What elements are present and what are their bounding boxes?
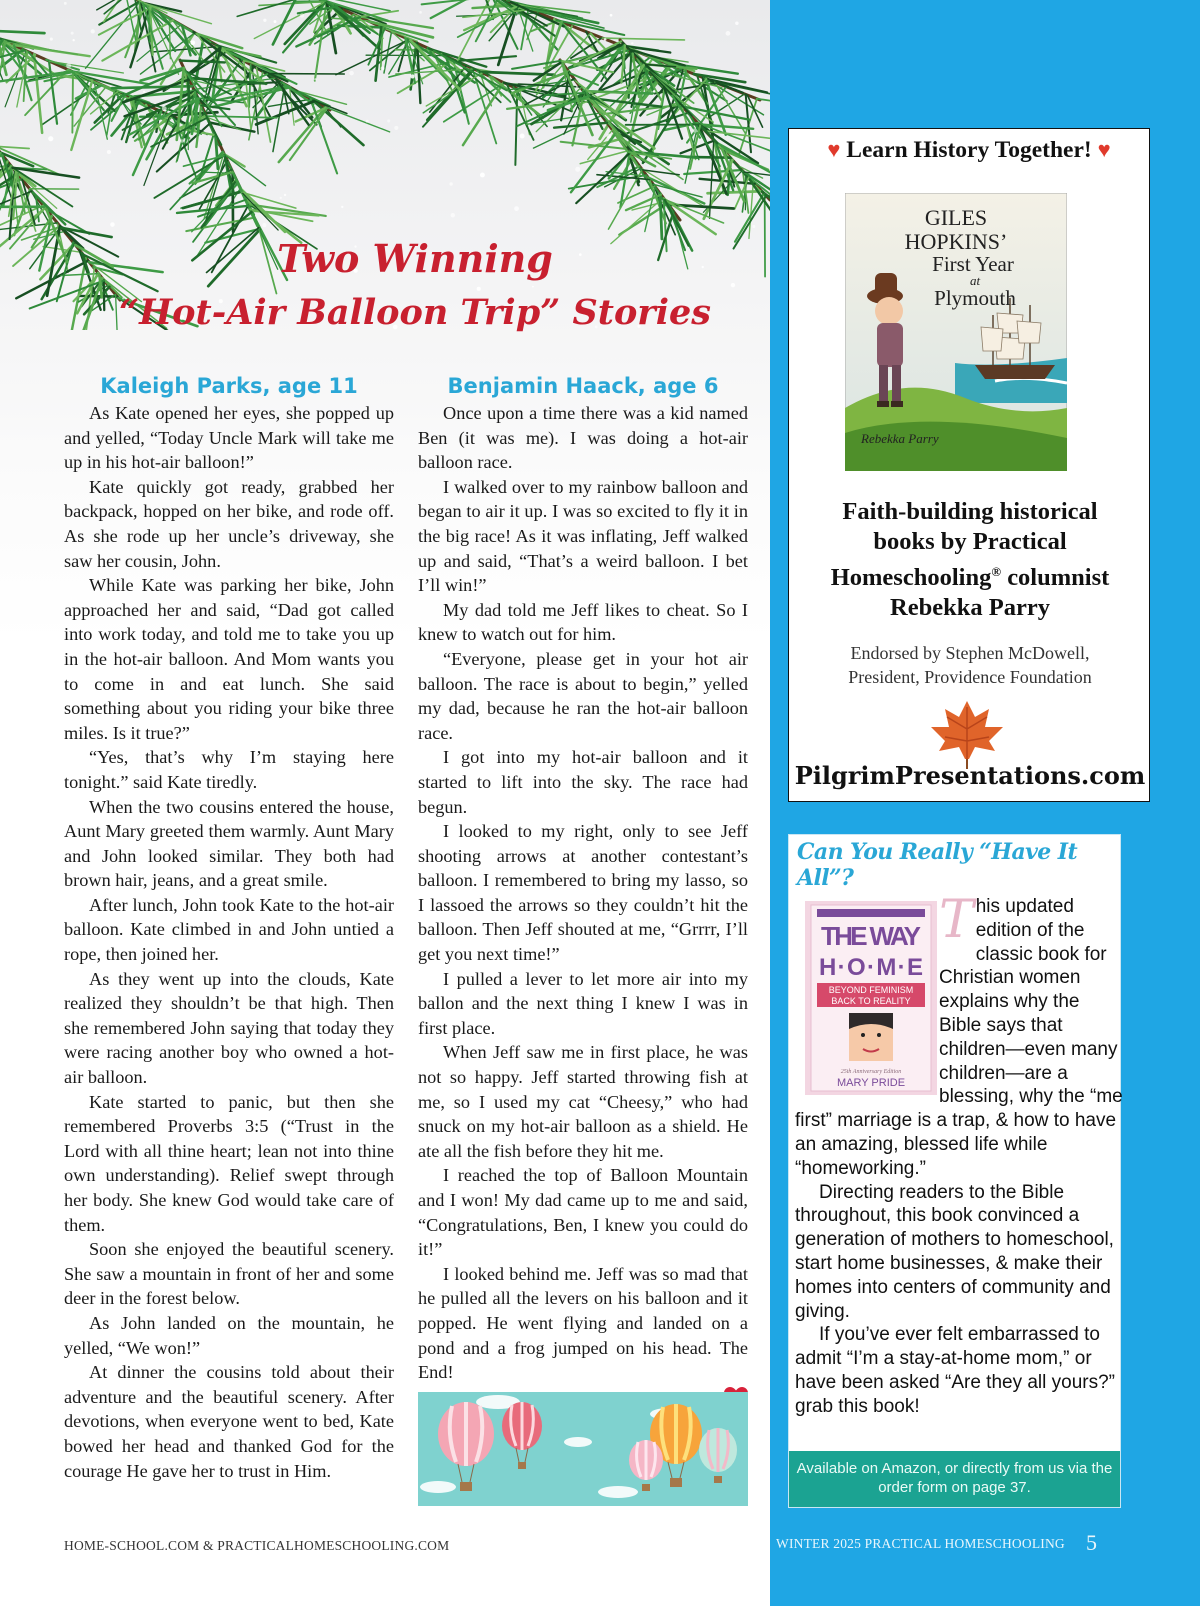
book-title-line-4: at: [969, 273, 981, 288]
book-author: MARY PRIDE: [836, 1077, 906, 1089]
story-paragraph: When the two cousins entered the house, Aunt Mary greeted them warmly. Aunt Mary and John looked similar. They both had brown hair, jeans, and a great smile.: [64, 796, 394, 891]
headline: [0, 232, 770, 340]
ad-learn-history[interactable]: [788, 128, 1150, 802]
story-paragraph: Kate started to panic, but then she remembered Proverbs 3:5 (“Trust in the Lord with all thine heart; lean not into thine own understanding). Relief swept through her body. She knew God would take care of them.: [64, 1091, 394, 1235]
book-edition: 25th Anniversary Edition: [840, 1069, 902, 1075]
story-paragraph: When Jeff saw me in first place, he was not so happy. Jeff started throwing fish at me, so I used my cat “Cheesy,” who had snuck on my hot-air balloon as a shield. He ate all the fish before they hit me.: [418, 1042, 748, 1161]
story-author: Benjamin Haack, age 6: [447, 374, 719, 398]
drop-cap: T: [939, 890, 974, 950]
story-paragraph: At dinner the cousins told about their adventure and the beautiful scenery. After devotions, when everyone went to bed, Kate bowed her head and thanked God for the courage He gave her to trust in Him.: [64, 1362, 394, 1481]
story-paragraph: While Kate was parking her bike, John approached her and said, “Dad got called into work today, and told me to take you up in the hot-air balloon. And Mom wants you to come in and eat lunch. She said something about you riding your bike three miles. Is it true?”: [64, 575, 394, 743]
story-kaleigh: [64, 371, 394, 1483]
page-number: 5: [1086, 1530, 1097, 1555]
ad-history-description: [799, 497, 1141, 623]
ad-wayhome-availability[interactable]: Available on Amazon, or directly from us via the order form on page 37.: [789, 1451, 1120, 1507]
book-title-line-2: HOPKINS’: [904, 229, 1008, 254]
story-benjamin: [418, 371, 748, 1409]
story-paragraph: I got into my hot-air balloon and it started to lift into the sky. The race had begun.: [418, 747, 748, 817]
story-paragraph: I walked over to my rainbow balloon and began to air it up. I was so excited to fly it in the big race! As it was inflating, Jeff walked up and said, “That’s a weird balloon. I bet I’ll win!”: [418, 476, 748, 596]
story-paragraph: As John landed on the mountain, he yelled, “We won!”: [64, 1312, 394, 1358]
book-title-line-3: First Year: [932, 252, 1014, 276]
story-paragraph: As Kate opened her eyes, she popped up and yelled, “Today Uncle Mark will take me up in his hot-air balloon!”: [64, 403, 394, 473]
ad-history-title-text: Learn History Together!: [846, 137, 1092, 163]
desc-line: Faith-building historical: [842, 498, 1098, 525]
story-paragraph: After lunch, John took Kate to the hot-air balloon. Kate climbed in and John untied a rope, then joined her.: [64, 894, 394, 965]
book-title-line-5: Plymouth: [934, 286, 1016, 310]
book-author: Rebekka Parry: [861, 431, 939, 446]
footer-left-text: HOME-SCHOOL.COM & PRACTICALHOMESCHOOLING.COM: [64, 1538, 450, 1553]
story-paragraph: My dad told me Jeff likes to cheat. So I knew to watch out for him.: [418, 599, 748, 645]
book-subtitle-1: BEYOND FEMINISM: [828, 985, 914, 995]
story-paragraph: I looked to my right, only to see Jeff shooting arrows at another contestant’s balloon. I remembered to bring my lasso, so I lassoed the arrows so they couldn’t hit the balloon. Then Jeff shouted at me, “Grrrr, I’ll get you next time!”: [418, 821, 748, 965]
hot-air-balloons-image: [418, 1392, 748, 1506]
footer-right-text: WINTER 2025 PRACTICAL HOMESCHOOLING: [776, 1536, 1065, 1551]
heart-icon: ♥: [827, 137, 841, 162]
giles-hopkins-book-cover[interactable]: [845, 193, 1067, 471]
book-title-mid: H·O·M·E: [819, 954, 923, 981]
ad-history-endorsement: [799, 641, 1141, 689]
heart-icon: ♥: [1097, 137, 1111, 162]
book-title-line-1: GILES: [924, 205, 988, 230]
ad-history-title: [789, 135, 1149, 165]
ad-wayhome-body: [795, 890, 1123, 1419]
endorse-line: President, Providence Foundation: [848, 667, 1092, 687]
pilgrim-presentations-link[interactable]: PilgrimPresentations.com: [794, 761, 1146, 790]
autumn-leaf-icon: [927, 697, 1007, 769]
body-paragraph: If you’ve ever felt embarrassed to admit “I’m a stay-at-home mom,” or have been asked “Are they all yours?” grab this book!: [795, 1324, 1116, 1417]
desc-line: Homeschooling® columnist: [830, 564, 1110, 592]
story-paragraph: As they went up into the clouds, Kate realized they shouldn’t be that high. Then she remembered John saying that today they were racing another boy who owned a hot-air balloon.: [64, 968, 394, 1088]
story-author: Kaleigh Parks, age 11: [100, 374, 358, 398]
book-title-top: THE WAY: [821, 921, 921, 951]
ad-the-way-home[interactable]: [788, 834, 1121, 1508]
desc-line: Rebekka Parry: [890, 594, 1050, 622]
story-paragraph: I reached the top of Balloon Mountain and I won! My dad came up to me and said, “Congratulations, Ben, I knew you could do it!”: [418, 1165, 748, 1260]
headline-line-2: “Hot-Air Balloon Trip” Stories: [118, 292, 711, 333]
story-paragraph: Once upon a time there was a kid named Ben (it was me). I was doing a hot-air balloon race.: [418, 403, 748, 473]
headline-line-1: Two Winning: [277, 236, 553, 281]
story-paragraph: “Yes, that’s why I’m staying here tonight.” said Kate tiredly.: [64, 747, 394, 792]
story-paragraph: I pulled a lever to let more air into my ballon and the next thing I knew I was in first place.: [418, 968, 748, 1038]
body-paragraph: This updated edition of the classic book for Christian women explains why the Bible says that children—even many children—are a blessing, why the “me first” marriage is a trap, & how to have an amazing, blessed life while “homeworking.”: [795, 890, 1123, 1179]
story-paragraph: Soon she enjoyed the beautiful scenery. She saw a mountain in front of her and some deer in the forest below.: [64, 1239, 394, 1309]
book-subtitle-2: BACK TO REALITY: [831, 996, 911, 1006]
story-paragraph: “Everyone, please get in your hot air balloon. The race is about to begin,” yelled my dad, because he ran the hot-air balloon race.: [418, 648, 748, 743]
story-paragraph: I looked behind me. Jeff was so mad that he pulled all the levers on his balloon and it popped. He went flying and landed on a pond and a frog jumped on his head. The End!: [418, 1263, 748, 1383]
endorse-line: Endorsed by Stephen McDowell,: [850, 643, 1090, 663]
ad-wayhome-title: Can You Really “Have It All”?: [797, 839, 1078, 891]
story-paragraph: Kate quickly got ready, grabbed her backpack, hopped on her bike, and rode off. As she rode up her uncle’s driveway, she saw her cousin, John.: [64, 476, 394, 571]
desc-line: books by Practical: [873, 528, 1067, 555]
body-paragraph: Directing readers to the Bible throughout, this book convinced a generation of mothers to homeschool, start home businesses, & make their homes into centers of community and giving.: [795, 1181, 1114, 1322]
